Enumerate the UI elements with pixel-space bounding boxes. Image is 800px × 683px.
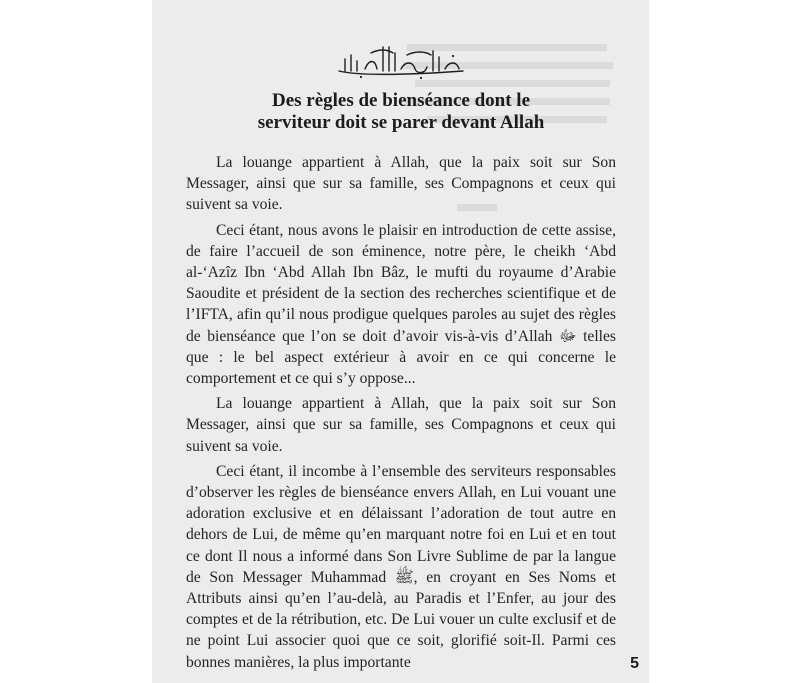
page-number: 5 xyxy=(630,655,639,672)
paragraph-3: La louange appartient à Allah, que la paix soit sur Son Messager, ainsi que sur sa famille, ses Compagnons et ceux qui suivent sa voie. xyxy=(186,395,616,455)
body-text xyxy=(186,152,616,677)
paragraph-1: La louange appartient à Allah, que la paix soit sur Son Messager, ainsi que sur sa famille, ses Compagnons et ceux qui suivent sa voie. xyxy=(186,154,616,214)
chapter-title-line-1: Des règles de bienséance dont le xyxy=(271,90,531,111)
book-page xyxy=(152,0,649,683)
paragraph-2: Ceci étant, nous avons le plaisir en introduction de cette assise, de faire l’accueil de son éminence, notre père, le cheikh ‘Abd al-‘Azîz Ibn ‘Abd Allah Ibn Bâz, le mufti du royaume d’Arabie Saoudite et président de la section des recherches scientifique et de l’IFTA, afin qu’il nous prodigue quelques paroles au sujet des règles de bienséance que l’on se doit d’avoir vis-à-vis d’Allah ﷻ telles que : le bel aspect extérieur à avoir en ce qui concerne le comportement et ce qui s’y oppose... xyxy=(186,221,616,388)
chapter-title xyxy=(176,90,626,134)
paragraph-4: Ceci étant, il incombe à l’ensemble des serviteurs responsables d’observer les règles de bienséance envers Allah, en Lui vouant une adoration exclusive et en délaissant l’adoration de tout autre en dehors de Lui, de même qu’en marquant notre foi en Lui et en tout ce dont Il nous a informé dans Son Livre Sublime de par la langue de Son Messager Muhammad ﷺ, en croyant en Ses Noms et Attributs ainsi qu’en l’au-delà, au Paradis et l’Enfer, au jour des comptes et de la rétribution, etc. De Lui vouer un culte exclusif et de ne point Lui associer quoi que ce soit, glorifié soit-Il. Parmi ces bonnes manières, la plus importante xyxy=(186,462,616,671)
chapter-title-line-2: serviteur doit se parer devant Allah xyxy=(257,112,545,133)
basmala-calligraphy-icon xyxy=(335,41,467,81)
